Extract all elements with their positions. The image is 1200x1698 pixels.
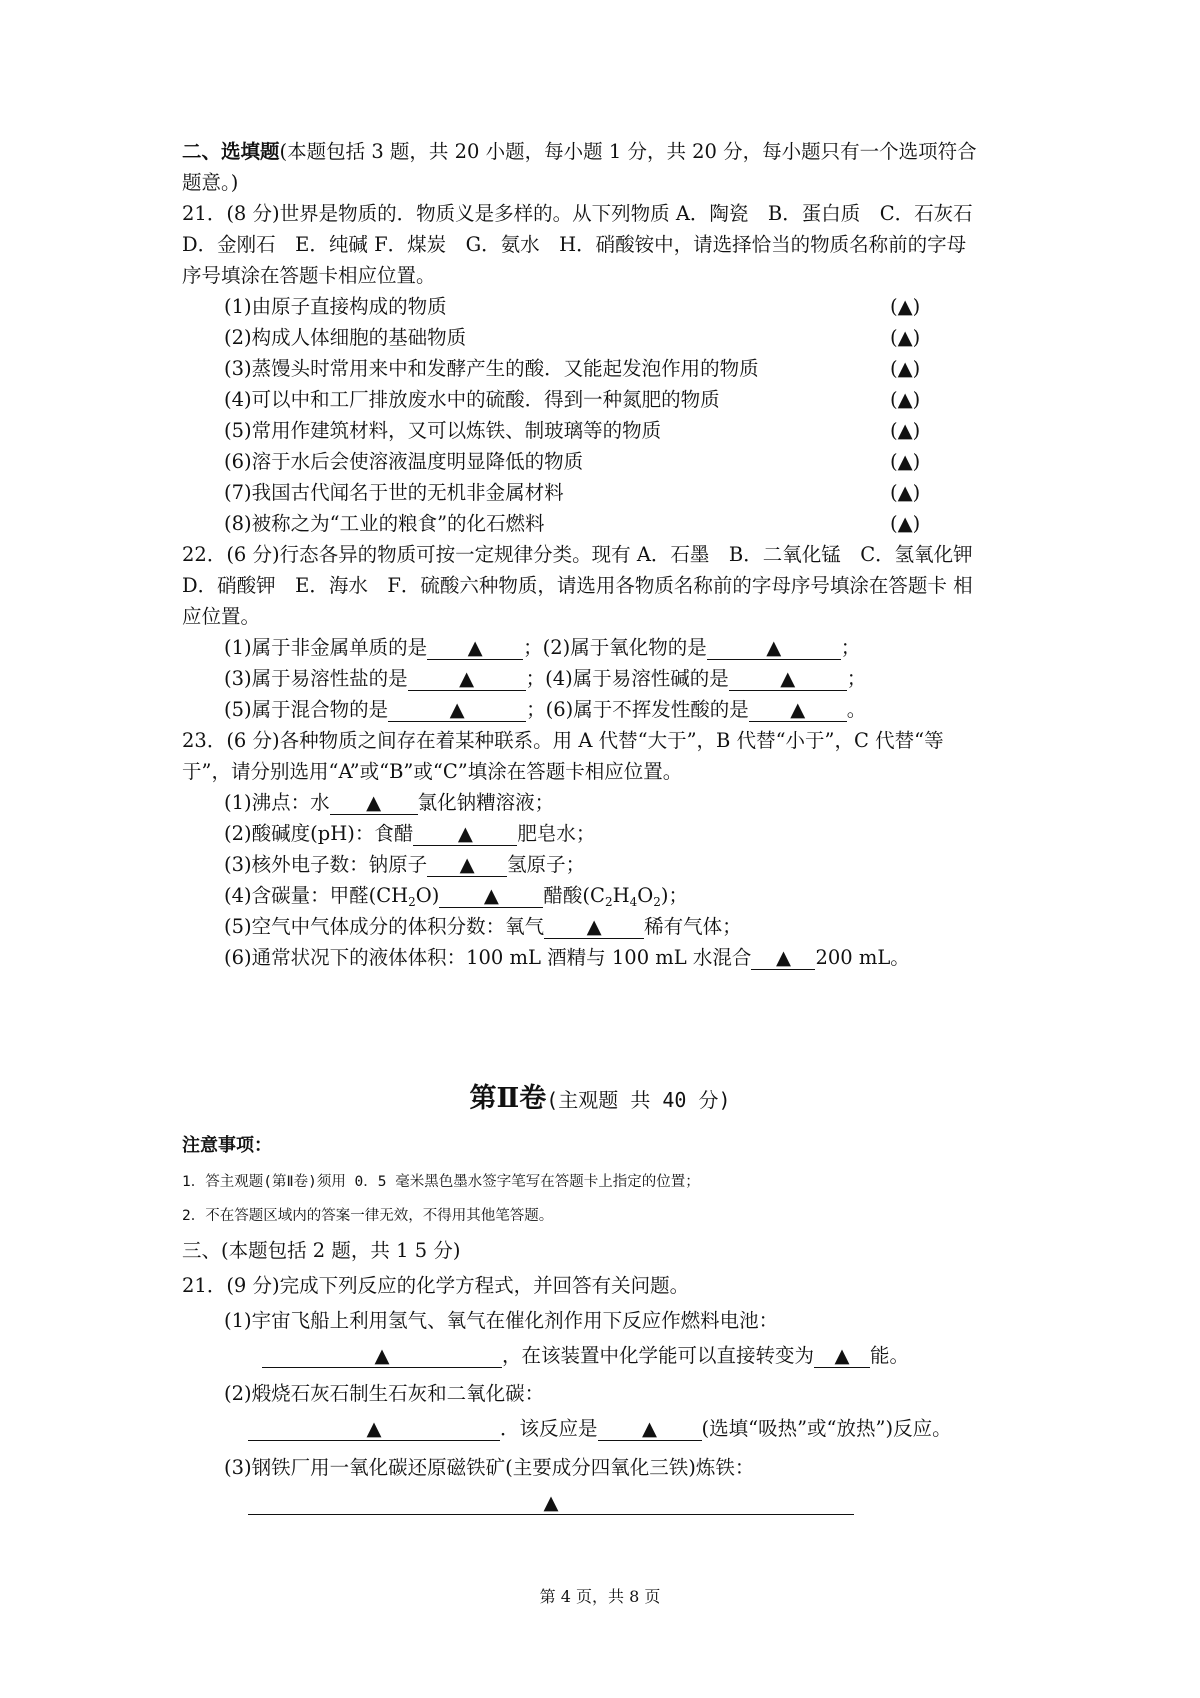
section2-desc-2: 题意。) (182, 171, 239, 194)
q22-blank-1: ▲ (427, 637, 523, 660)
page-number: 第 4 页，共 8 页 (539, 1587, 661, 1606)
q21-item-1: (1)由原子直接构成的物质 (224, 295, 447, 318)
section2-title: 二、选填题 (182, 140, 280, 163)
q22-item-1: (1)属于非金属单质的是 (224, 636, 428, 659)
q21-answer-7: (▲) (890, 481, 921, 504)
part2-title: 第Ⅱ卷 (469, 1083, 547, 1114)
section2-header (182, 140, 977, 164)
q23-blank-1: ▲ (330, 792, 418, 815)
q23-blank-2: ▲ (413, 823, 517, 846)
q21-item-4: (4)可以中和工厂排放废水中的硫酸．得到一种氮肥的物质 (224, 388, 720, 411)
q21b-sub-3-answer (248, 1491, 854, 1515)
q22-row-1 (224, 636, 860, 660)
q23-subscript: 2 (408, 895, 416, 909)
q23-item-3-right: 氢原子； (507, 853, 586, 876)
q23-subscript: 2 (604, 895, 613, 909)
q22-sep: ； (840, 636, 861, 659)
q23-item-6-right: 200 mL。 (815, 946, 910, 969)
q23-item-4-left: (4)含碳量：甲醛(CH (224, 884, 409, 907)
q22-blank-5: ▲ (388, 699, 526, 722)
q22-blank-3: ▲ (408, 668, 526, 691)
q23-item-4-left-end: O) (415, 884, 440, 907)
q22-row-2 (224, 667, 866, 691)
q21b-blank-3: ▲ (248, 1418, 500, 1441)
q21b-sub-1-end: 能。 (870, 1344, 910, 1367)
q23-item-2-left: (2)酸碱度(pH)：食醋 (224, 822, 414, 845)
q23-item-3 (224, 853, 585, 877)
q21-item-6: (6)溶于水后会使溶液温度明显降低的物质 (224, 450, 584, 473)
q22-item-6: ；(6)属于不挥发性酸的是 (526, 698, 749, 721)
q23-item-4 (224, 884, 688, 908)
q23-blank-5: ▲ (544, 916, 644, 939)
q21b-blank-2: ▲ (814, 1345, 870, 1368)
q23-item-1-left: (1)沸点：水 (224, 791, 330, 814)
q21b-sub-2: (2)煅烧石灰石制生石灰和二氧化碳： (224, 1382, 545, 1405)
q21-answer-1: (▲) (890, 295, 921, 318)
q23-item-3-left: (3)核外电子数：钠原子 (224, 853, 428, 876)
q22-item-5: (5)属于混合物的是 (224, 698, 389, 721)
q22-blank-2: ▲ (707, 637, 841, 660)
q23-formula-part: H (612, 884, 630, 907)
q22-stem-1: 22．(6 分)行态各异的物质可按一定规律分类。现有 A．石墨 B．二氧化锰 C．氢氧化钾 (182, 543, 973, 566)
q21b-blank-1: ▲ (262, 1345, 502, 1368)
q21b-blank-4: ▲ (598, 1418, 702, 1441)
q22-item-3: (3)属于易溶性盐的是 (224, 667, 408, 690)
q23-formula-part: O (637, 884, 654, 907)
q21-item-2: (2)构成人体细胞的基础物质 (224, 326, 467, 349)
q21-answer-4: (▲) (890, 388, 921, 411)
q22-blank-4: ▲ (729, 668, 847, 691)
q22-blank-6: ▲ (749, 699, 847, 722)
q21-item-3: (3)蒸馒头时常用来中和发酵产生的酸．又能起发泡作用的物质 (224, 357, 759, 380)
q22-end: 。 (846, 698, 867, 721)
q21b-sub-1-answer (262, 1344, 909, 1368)
q23-item-1-right: 氯化钠糟溶液； (417, 791, 555, 814)
q23-item-1 (224, 791, 554, 815)
q22-item-4: ；(4)属于易溶性碱的是 (525, 667, 729, 690)
q21-item-7: (7)我国古代闻名于世的无机非金属材料 (224, 481, 564, 504)
notes-title: 注意事项： (182, 1135, 272, 1156)
note-2: 2．不在答题区域内的答案一律无效，不得用其他笔答题。 (182, 1208, 554, 1224)
q23-blank-4: ▲ (439, 885, 543, 908)
q23-item-6-left: (6)通常状况下的液体体积：100 mL 酒精与 100 mL 水混合 (224, 946, 752, 969)
q23-subscript: 2 (653, 895, 661, 909)
q23-item-5-right: 稀有气体； (644, 915, 742, 938)
q21b-sub-2-end: (选填“吸热”或“放热”)反应。 (701, 1417, 952, 1440)
part2-subtitle: (主观题 共 40 分) (546, 1088, 731, 1112)
q23-item-5-left: (5)空气中气体成分的体积分数：氧气 (224, 915, 545, 938)
q21b-sub-1: (1)宇宙飞船上利用氢气、氧气在催化剂作用下反应作燃料电池： (224, 1309, 779, 1332)
q23-stem-2: 于”，请分别选用“A”或“B”或“C”填涂在答题卡相应位置。 (182, 760, 683, 783)
q21-item-5: (5)常用作建筑材料，又可以炼铁、制玻璃等的物质 (224, 419, 662, 442)
q21b-sub-1-mid: ，在该装置中化学能可以直接转变为 (502, 1344, 815, 1367)
q21b-sub-2-answer (248, 1417, 952, 1441)
q23-blank-6: ▲ (751, 947, 815, 970)
q23-item-5 (224, 915, 742, 939)
section3-title: 三、(本题包括 2 题，共 1 5 分) (182, 1239, 461, 1262)
note-1: 1．答主观题(第Ⅱ卷)须用 0．5 毫米黑色墨水签字笔写在答题卡上指定的位置； (182, 1174, 700, 1190)
q23-item-6 (224, 946, 910, 970)
q21b-sub-3: (3)钢铁厂用一氧化碳还原磁铁矿(主要成分四氧化三铁)炼铁： (224, 1456, 755, 1479)
part2-heading (0, 1076, 1200, 1115)
q22-stem-3: 应位置。 (182, 605, 261, 628)
section2-desc-1: (本题包括 3 题，共 20 小题，每小题 1 分，共 20 分，每小题只有一个选项符合 (279, 140, 977, 163)
q23-blank-3: ▲ (427, 854, 507, 877)
q21-answer-6: (▲) (890, 450, 921, 473)
q21-answer-3: (▲) (890, 357, 921, 380)
q21b-sub-2-mid: ．该反应是 (500, 1417, 598, 1440)
q21-stem-3: 序号填涂在答题卡相应位置。 (182, 264, 436, 287)
q21-item-8: (8)被称之为“工业的粮食”的化石燃料 (224, 512, 545, 535)
q22-sep: ； (846, 667, 867, 690)
q21b-stem: 21．(9 分)完成下列反应的化学方程式，并回答有关问题。 (182, 1274, 690, 1297)
q21-answer-5: (▲) (890, 419, 921, 442)
q23-item-4-right: 醋酸(C (543, 884, 605, 907)
q21-answer-2: (▲) (890, 326, 921, 349)
q21b-blank-5: ▲ (248, 1492, 854, 1515)
q23-subscript: 4 (629, 895, 638, 909)
q23-stem-1: 23．(6 分)各种物质之间存在着某种联系。用 A 代替“大于”，B 代替“小于”，C 代替“等 (182, 729, 944, 752)
q22-row-3 (224, 698, 866, 722)
q21-answer-8: (▲) (890, 512, 921, 535)
q21-stem-1: 21．(8 分)世界是物质的．物质义是多样的。从下列物质 A．陶瓷 B．蛋白质 C．石灰石 (182, 202, 973, 225)
q23-item-4-right-end: )； (660, 884, 688, 907)
q22-stem-2: D．硝酸钾 E．海水 F．硫酸六种物质，请选用各物质名称前的字母序号填涂在答题卡 相 (182, 574, 973, 597)
q22-item-2: ；(2)属于氧化物的是 (523, 636, 707, 659)
q21-stem-2: D．金刚石 E．纯碱 F．煤炭 G．氨水 H．硝酸铵中，请选择恰当的物质名称前的字母 (182, 233, 967, 256)
q23-item-2 (224, 822, 595, 846)
q23-item-2-right: 肥皂水； (517, 822, 596, 845)
